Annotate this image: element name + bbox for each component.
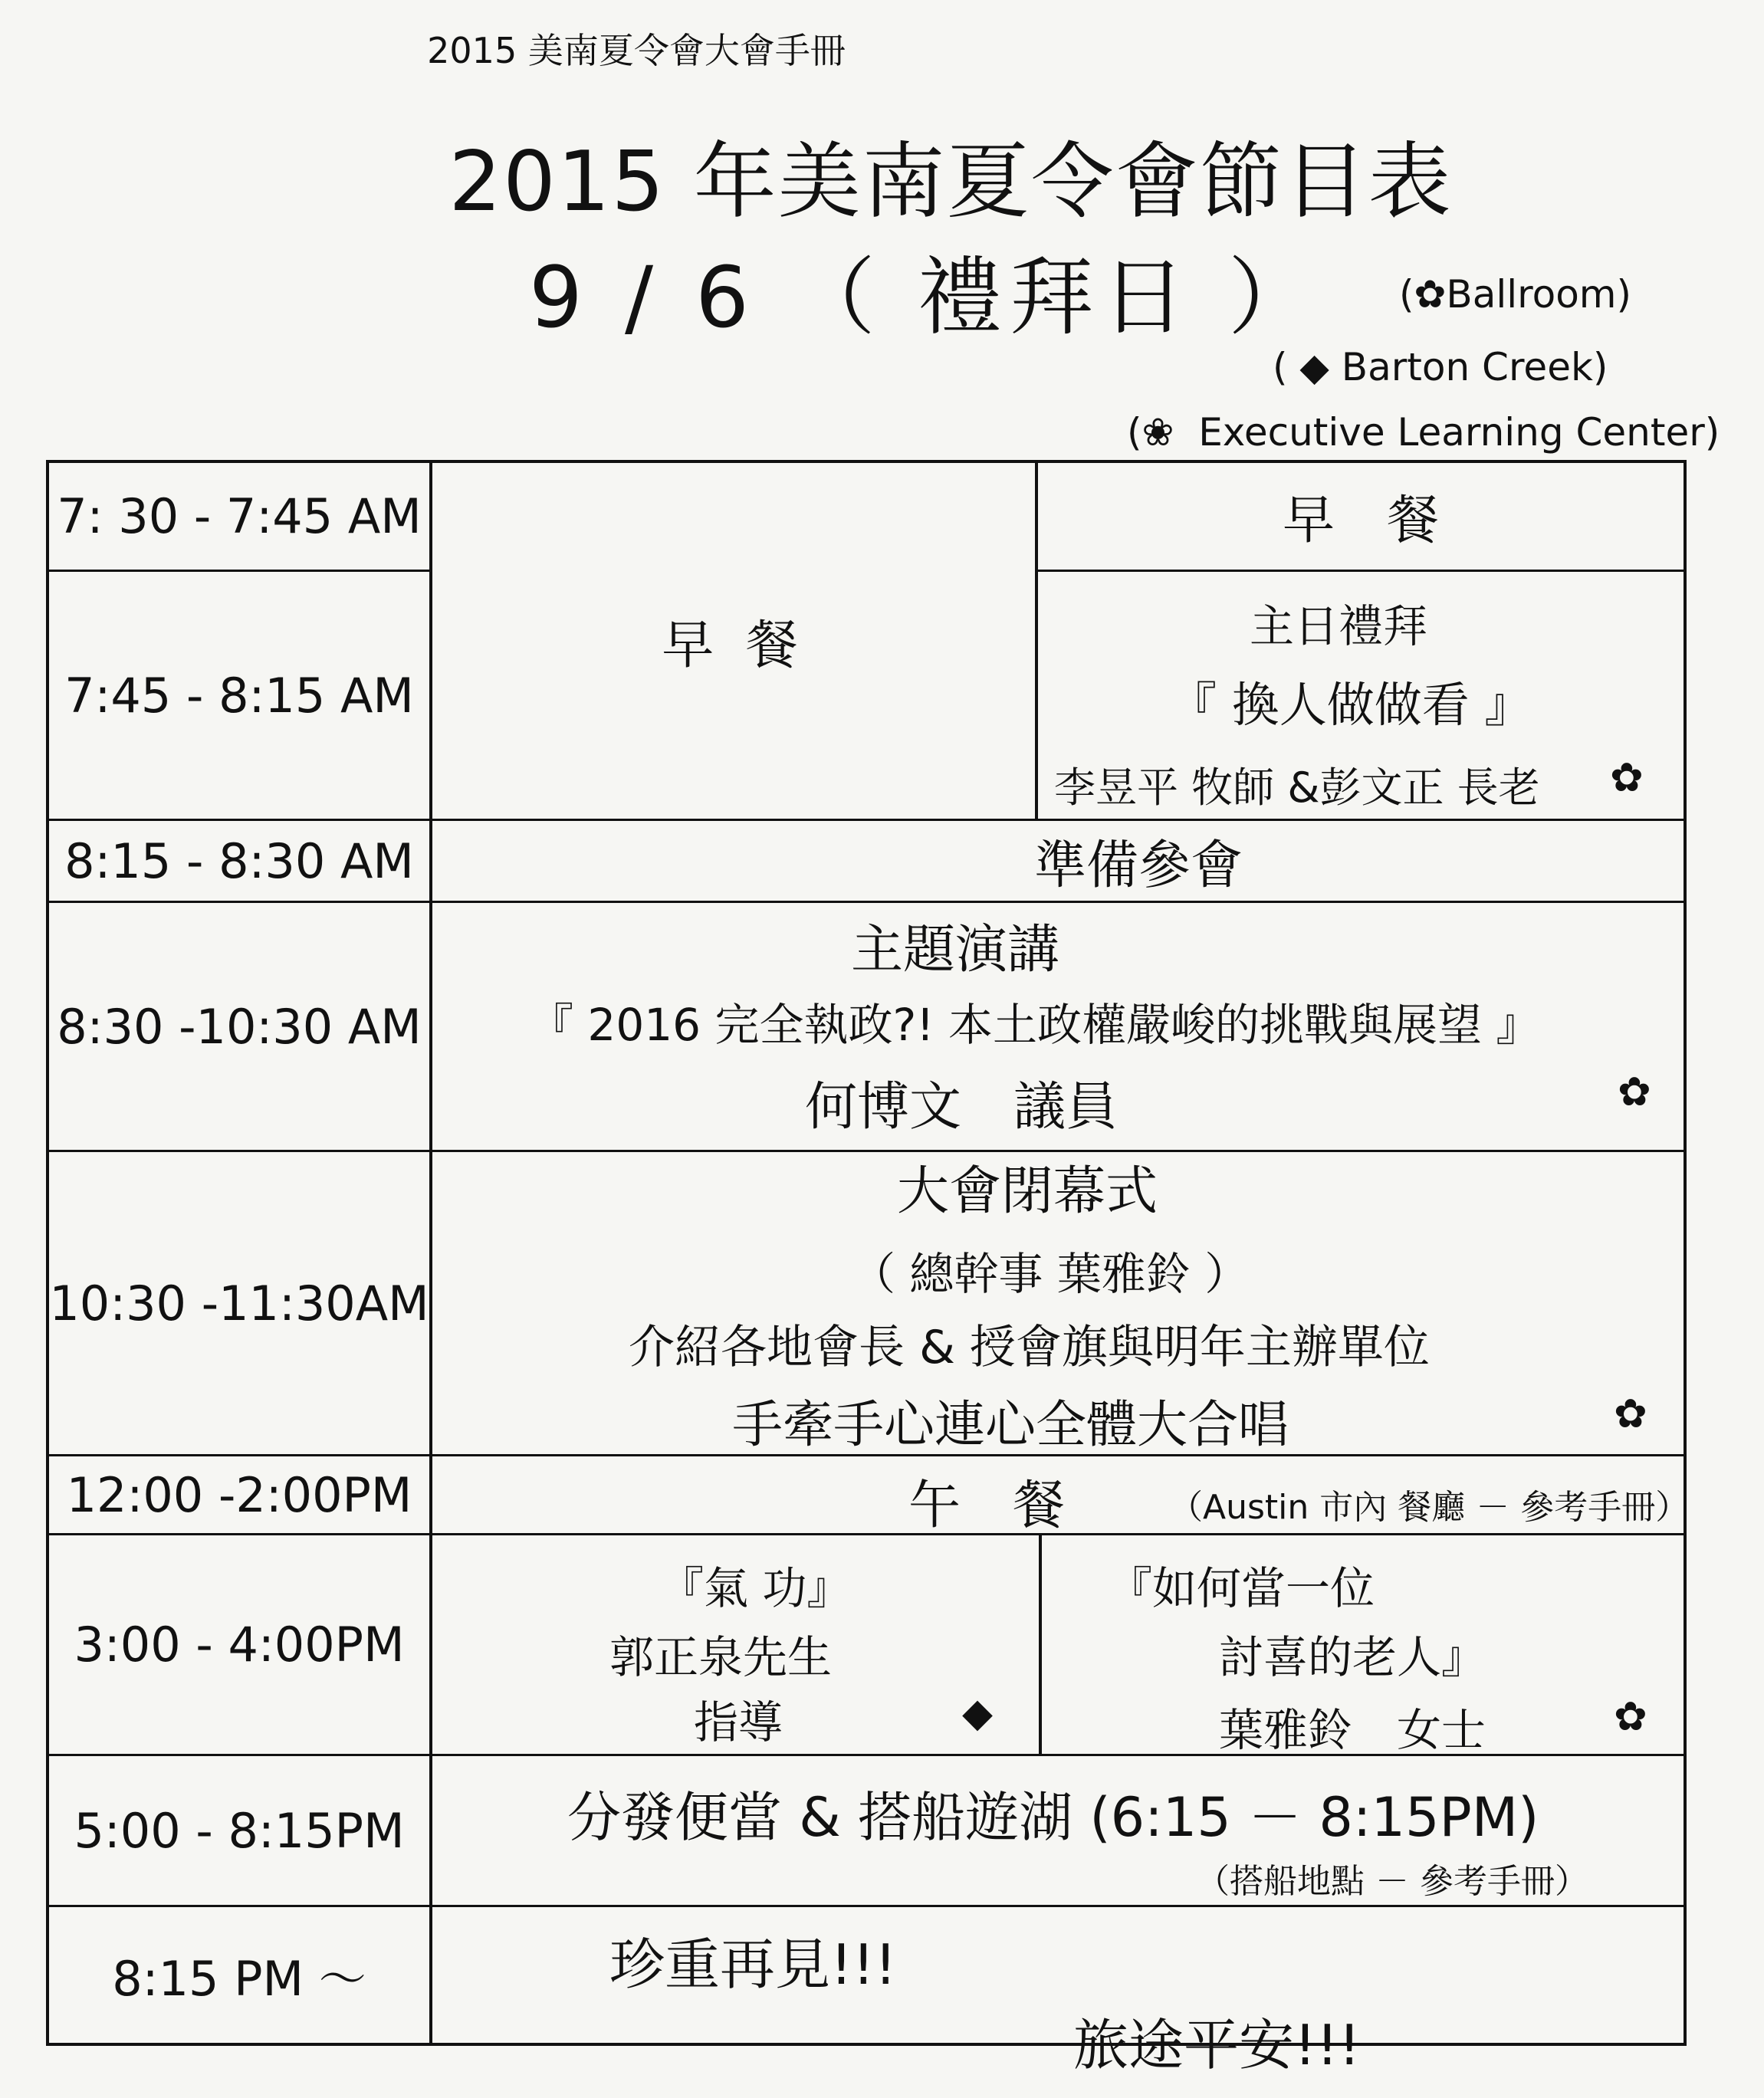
booklet-header: 2015 美南夏令會大會手冊 [427, 30, 846, 71]
flower-outline-icon: ❀ [1142, 410, 1174, 455]
legend-executive-label: Executive Learning Center [1198, 410, 1705, 455]
diamond-icon: ◆ [962, 1690, 993, 1736]
time-slot-9: 8:15 PM ～ [112, 1951, 366, 2007]
legend-paren-open: ( [1399, 272, 1414, 317]
closing-line2: 手牽手心連心全體大合唱 [732, 1395, 1289, 1454]
flower-icon: ✿ [1610, 755, 1644, 801]
time-slot-5: 10:30 -11:30AM [49, 1275, 429, 1331]
lunch-title: 午 餐 [908, 1476, 1066, 1536]
closing-title: 大會閉幕式 [897, 1161, 1158, 1222]
boat-title: 分發便當 & 搭船遊湖 (6:15 － 8:15PM) [567, 1786, 1539, 1849]
worship-theme: 『 換人做做看 』 [1169, 677, 1532, 733]
flower-icon: ✿ [1614, 1391, 1647, 1437]
keynote-speaker: 何博文 議員 [805, 1077, 1119, 1138]
closing-line1: 介紹各地會長 & 授會旗與明年主辦單位 [629, 1321, 1430, 1374]
page-subtitle: 9 / 6 （ 禮拜日 ） [529, 248, 1320, 346]
time-slot-7: 3:00 - 4:00PM [74, 1617, 405, 1673]
boat-note: （搭船地點 － 參考手冊） [1196, 1862, 1588, 1901]
time-slot-8: 5:00 - 8:15PM [74, 1802, 405, 1859]
legend-ballroom-label: Ballroom [1446, 272, 1617, 317]
keynote-title: 主題演講 [851, 920, 1060, 980]
qigong-role: 指導 [694, 1696, 783, 1748]
flower-icon: ✿ [1618, 1069, 1651, 1115]
worship-speakers: 李昱平 牧師 &彭文正 長老 [1054, 763, 1540, 812]
legend-barton-creek: ( ◆ Barton Creek) [1273, 345, 1608, 389]
time-slot-6: 12:00 -2:00PM [66, 1466, 412, 1523]
prepare-session: 準備參會 [1033, 835, 1243, 896]
farewell-line1: 珍重再見!!! [609, 1932, 897, 1997]
elder-title-line2: 討喜的老人』 [1219, 1631, 1486, 1683]
legend-barton-label: Barton Creek [1341, 345, 1593, 389]
diamond-icon: ◆ [1299, 345, 1329, 389]
keynote-topic: 『 2016 完全執政?! 本土政權嚴峻的挑戰與展望 』 [529, 999, 1541, 1051]
breakfast-left: 早 餐 [662, 615, 806, 676]
elder-speaker: 葉雅鈴 女士 [1219, 1704, 1486, 1756]
closing-host: （ 總幹事 葉雅鈴 ） [851, 1248, 1250, 1300]
breakfast-right: 早 餐 [1282, 491, 1439, 551]
page-title: 2015 年美南夏令會節目表 [448, 134, 1453, 230]
time-slot-3: 8:15 - 8:30 AM [64, 832, 414, 889]
farewell-line2: 旅途平安!!! [1073, 2013, 1361, 2077]
legend-executive-center: (❀ Executive Learning Center) [1127, 410, 1720, 455]
time-slot-1: 7: 30 - 7:45 AM [57, 488, 422, 544]
flower-icon: ✿ [1614, 1694, 1647, 1740]
elder-title-line1: 『如何當一位 [1108, 1562, 1375, 1614]
time-slot-2: 7:45 - 8:15 AM [64, 667, 414, 724]
time-slot-4: 8:30 -10:30 AM [57, 998, 422, 1055]
legend-ballroom [1399, 272, 1631, 317]
qigong-teacher: 郭正泉先生 [609, 1631, 833, 1683]
flower-icon: ✿ [1414, 272, 1447, 317]
legend-paren-close: ) [1616, 272, 1632, 317]
worship-title: 主日禮拜 [1250, 600, 1428, 652]
lunch-note: （Austin 市內 餐廳 － 參考手冊） [1169, 1488, 1690, 1527]
qigong-title: 『氣 功』 [659, 1562, 852, 1614]
